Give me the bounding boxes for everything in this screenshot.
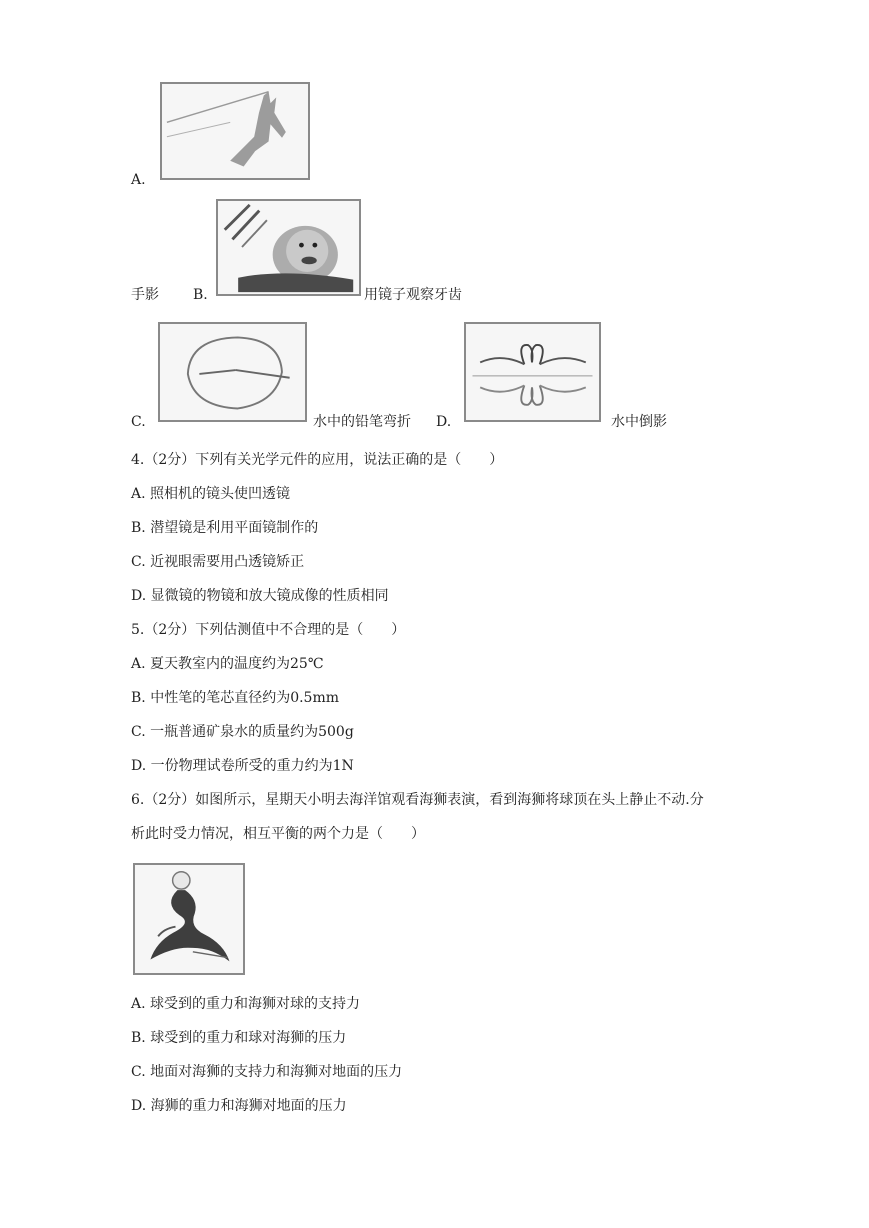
question-4-option-a: A. 照相机的镜头使凹透镜 [131,486,291,502]
option-d-letter: D. [436,414,452,430]
hand-shadow-image [160,82,310,180]
question-6-stem-line-1: 6.（2分）如图所示，星期天小明去海洋馆观看海狮表演，看到海狮将球顶在头上静止不动.分 [131,792,704,808]
question-6-stem-line-2: 析此时受力情况，相互平衡的两个力是（ ） [131,826,425,842]
question-6-option-b: B. 球受到的重力和球对海狮的压力 [131,1030,347,1046]
option-c-letter: C. [131,414,146,430]
sea-lion-ball-image [133,863,245,975]
option-b-letter: B. [193,287,208,303]
question-4-option-b: B. 潜望镜是利用平面镜制作的 [131,520,319,536]
question-4-stem: 4.（2分）下列有关光学元件的应用，说法正确的是（ ） [131,452,504,468]
option-a-caption: 手影 [131,287,159,303]
option-b-caption: 用镜子观察牙齿 [364,287,462,303]
pencil-in-water-image [158,322,307,422]
question-6-option-a: A. 球受到的重力和海狮对球的支持力 [131,996,361,1012]
question-5-option-b: B. 中性笔的笔芯直径约为0.5mm [131,690,340,706]
swan-reflection-image [464,322,601,422]
option-a-letter: A. [131,172,146,188]
option-d-caption: 水中倒影 [611,414,667,430]
question-5-option-a: A. 夏天教室内的温度约为25℃ [131,656,324,672]
option-c-caption: 水中的铅笔弯折 [313,414,411,430]
question-6-option-c: C. 地面对海狮的支持力和海狮对地面的压力 [131,1064,403,1080]
question-5-option-d: D. 一份物理试卷所受的重力约为1N [131,758,354,774]
question-4-option-d: D. 显微镜的物镜和放大镜成像的性质相同 [131,588,389,604]
mirror-teeth-image [216,199,361,296]
question-4-option-c: C. 近视眼需要用凸透镜矫正 [131,554,305,570]
question-6-option-d: D. 海狮的重力和海狮对地面的压力 [131,1098,347,1114]
question-5-stem: 5.（2分）下列估测值中不合理的是（ ） [131,622,406,638]
question-5-option-c: C. 一瓶普通矿泉水的质量约为500g [131,724,354,740]
